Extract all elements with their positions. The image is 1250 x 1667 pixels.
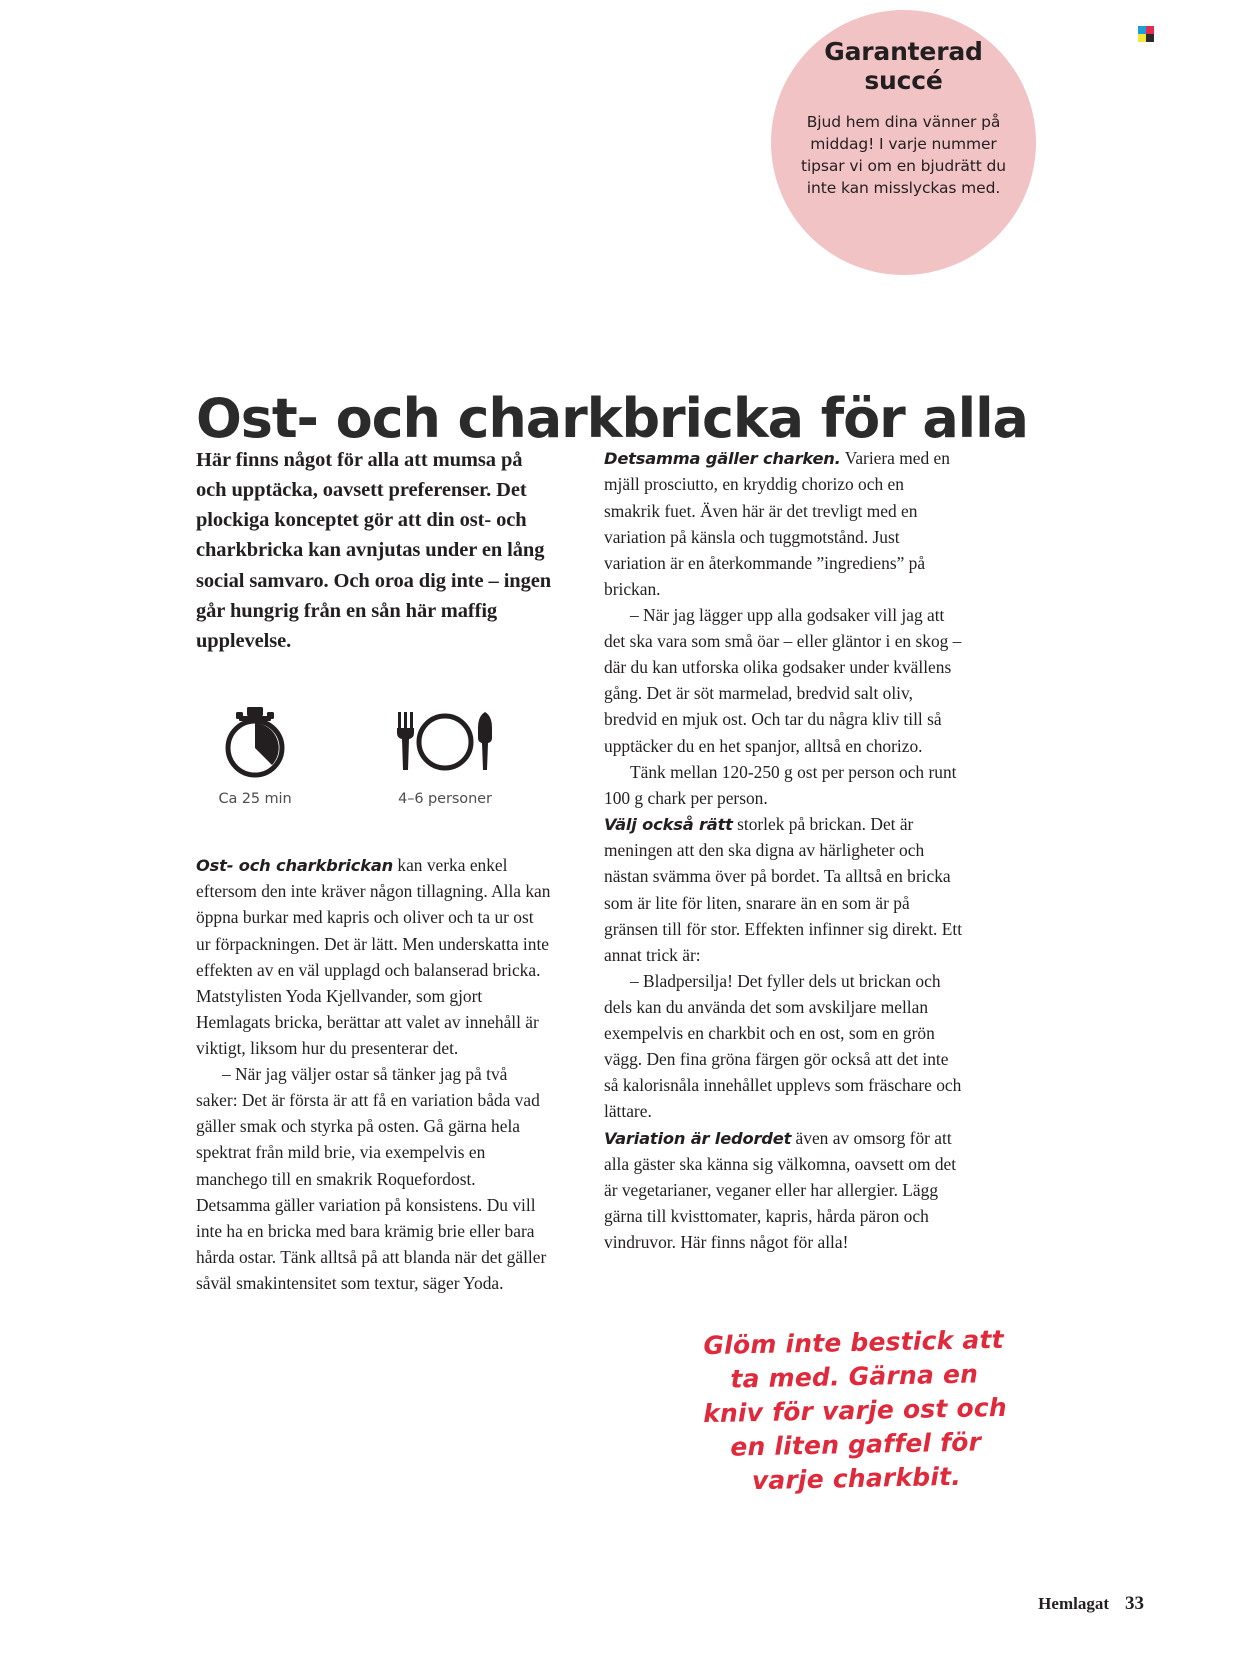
reg-swatch-magenta — [1146, 26, 1154, 34]
meta-label-servings: 4–6 personer — [398, 790, 492, 807]
reg-swatch-black — [1146, 34, 1154, 42]
right-paragraph-4-rest: storlek på brickan. Det är meningen att den ska digna av härligheter och nästan svämma över på bordet. Ta alltså en bricka som är lite för liten, snarare än en som är på gränsen till för stor. Effekten infinner sig direkt. Ett annat trick är: — [604, 813, 963, 965]
intro-paragraph: Här finns något för alla att mumsa på och upptäcka, oavsett preferenser. Det plockiga konceptet gör att din ost- och charkbricka kan avnjutas under en lång social samvaro. Och oroa dig inte – ingen går hungrig från en sån här maffig upplevelse. — [196, 449, 552, 652]
meta-icon-row — [196, 706, 552, 807]
right-paragraph-4-lead: Välj också rätt — [604, 814, 733, 834]
handwritten-note: Glöm inte bestick att ta med. Gärna en kniv för varje ost och en liten gaffel för varje charkbit. — [702, 1324, 1008, 1496]
right-paragraph-5: – Bladpersilja! Det fyller dels ut brickan och dels kan du använda det som avskiljare mellan exempelvis en charkbit och en ost, som en grön vägg. Den fina gröna färgen gör också att det inte så kalorisnåla innehållet upplevs som fräschare och lättare. — [604, 970, 962, 1122]
registration-color-mark — [1138, 26, 1154, 42]
right-paragraph-1 — [604, 445, 964, 602]
footer-page-number: 33 — [1125, 1593, 1144, 1614]
callout-circle — [771, 10, 1036, 275]
right-paragraph-6-rest: även av omsorg för att alla gäster ska känna sig välkomna, oavsett om det är vegetarianer, veganer eller har allergier. Lägg gärna till kvisttomater, kapris, hårda päron och vindruvor. Här finns något för alla! — [604, 1127, 957, 1253]
cutlery-plate-icon — [390, 706, 500, 778]
left-paragraph-1 — [196, 852, 552, 1061]
page-title: Ost- och charkbricka för alla — [196, 387, 1028, 451]
footer-brand: Hemlagat — [1038, 1594, 1109, 1613]
meta-item-servings — [386, 706, 504, 807]
right-paragraph-6-lead: Variation är ledordet — [604, 1128, 792, 1148]
right-paragraph-6 — [604, 1125, 964, 1256]
right-paragraph-1-rest: Variera med en mjäll prosciutto, en kryddig chorizo och en smakrik fuet. Även här är det trevligt med en variation på känsla och tuggmotstånd. Just variation är en återkommande ”ingrediens” på brickan. — [604, 448, 950, 599]
meta-item-time — [196, 706, 314, 807]
right-column — [604, 445, 964, 1255]
left-paragraph-1-lead: Ost- och charkbrickan — [196, 855, 394, 875]
left-paragraph-2: – När jag väljer ostar så tänker jag på två saker: Det är första är att få en variation båda vad gäller smak och styrka på osten. Gå gärna hela spektrat från mild brie, via exempelvis en manchego till en smakrik Roquefordost. Detsamma gäller variation på konsistens. Du vill inte ha en bricka med bara krämig brie eller bara hårda ostar. Tänk alltså på att blanda när det gäller såväl smakintensitet som textur, säger Yoda. — [196, 1064, 547, 1293]
callout-body: Bjud hem dina vänner på middag! I varje nummer tipsar vi om en bjudrätt du inte kan misslyckas med. — [800, 113, 1007, 197]
right-paragraph-4 — [604, 811, 964, 968]
left-column — [196, 445, 552, 1296]
stopwatch-icon — [214, 706, 296, 778]
reg-swatch-cyan — [1138, 26, 1146, 34]
right-paragraph-1-lead: Detsamma gäller charken. — [604, 449, 841, 468]
callout-title: Garanterad succé — [824, 37, 983, 95]
reg-swatch-yellow — [1138, 34, 1146, 42]
right-paragraph-2: – När jag lägger upp alla godsaker vill jag att det ska vara som små öar – eller gläntor i en skog – där du kan utforska olika godsaker under kvällens gång. Det är söt marmelad, bredvid salt oliv, bredvid en mjuk ost. Och tar du några kliv till så upptäcker du en het spanjor, alltså en chorizo. — [604, 604, 962, 756]
left-paragraph-1-rest: kan verka enkel eftersom den inte kräver någon tillagning. Alla kan öppna burkar med kapris och oliver och ta ur ost ur förpackningen. Det är lätt. Men underskatta inte effekten av en väl upplagd och balanserad bricka. Matstylisten Yoda Kjellvander, som gjort Hemlagats bricka, berättar att valet av innehåll är viktigt, liksom hur du presenterar det. — [196, 854, 551, 1058]
page-footer — [1038, 1593, 1144, 1615]
meta-label-time: Ca 25 min — [218, 790, 292, 807]
right-paragraph-3: Tänk mellan 120-250 g ost per person och runt 100 g chark per person. — [604, 761, 957, 808]
